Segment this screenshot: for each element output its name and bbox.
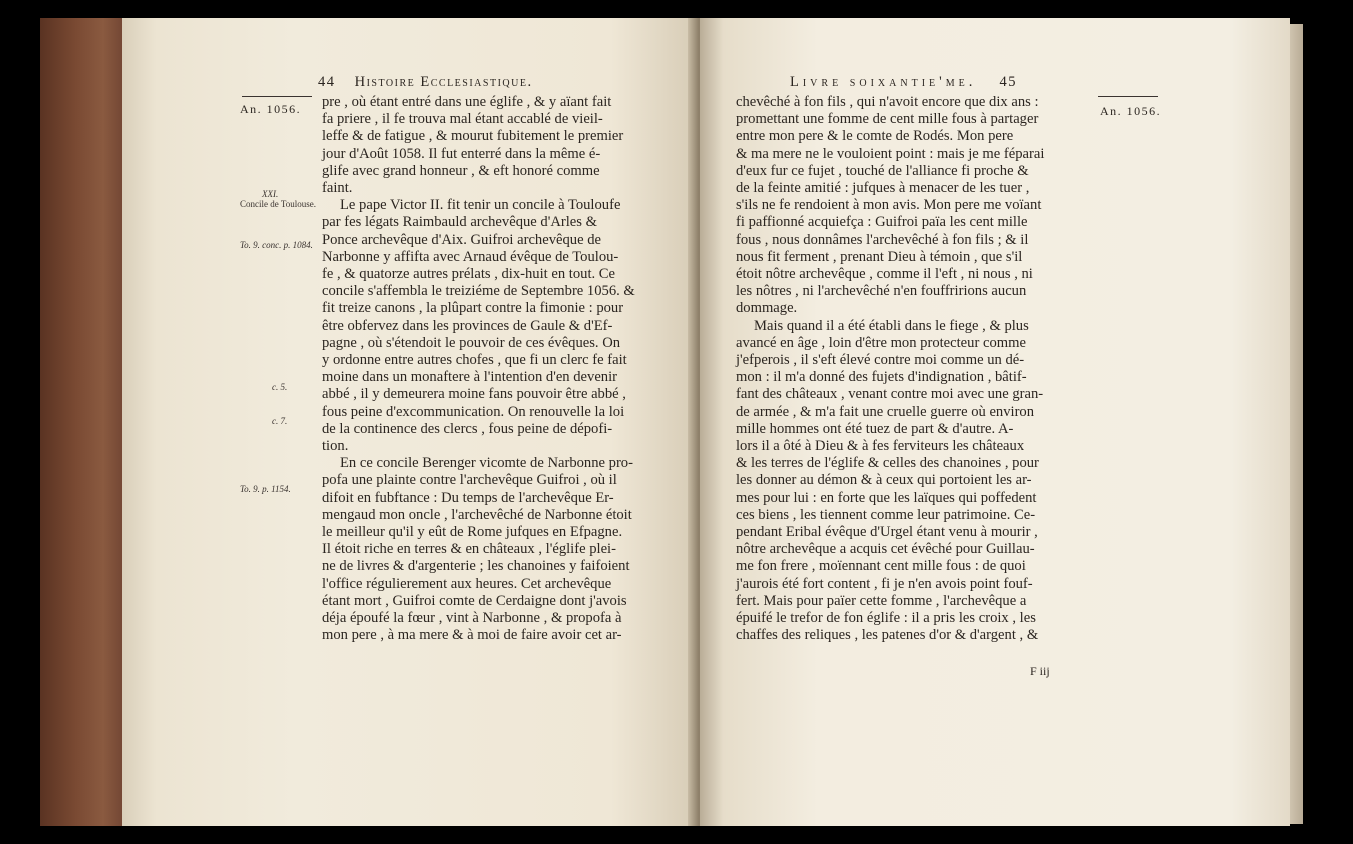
- text-line: avancé en âge , loin d'être mon protecteur comme: [736, 334, 1026, 351]
- text-line: fous peine d'excommunication. On renouvelle la loi: [322, 403, 625, 420]
- text-line: pofa une plainte contre l'archevêque Guifroi , où il: [322, 472, 617, 489]
- text-line: pre , où étant entré dans une églife , & y aïant fait: [322, 94, 612, 110]
- right-body-text: [736, 94, 1044, 645]
- text-line: mon pere , à ma mere & à moi de faire avoir cet ar-: [322, 627, 622, 644]
- text-line: mille hommes ont été tuez de part & d'autre. A-: [736, 420, 1014, 437]
- margin-note-xxi: XXI.: [262, 189, 279, 199]
- text-line: entre mon pere & le comte de Rodés. Mon pere: [736, 128, 1014, 145]
- text-line: moine dans un monaftere à l'intention d'en devenir: [322, 369, 618, 386]
- margin-note-c5: c. 5.: [272, 382, 288, 392]
- text-line: étoit nôtre archevêque , comme il l'eft , ni nous , ni: [736, 266, 1033, 283]
- signature-mark: F iij: [1030, 664, 1050, 678]
- margin-note-c7: c. 7.: [272, 416, 288, 426]
- text-line: lors il a ôté à Dieu & à fes ferviteurs les châteaux: [736, 438, 1025, 455]
- text-line: épuifé le trefor de fon églife : il a pris les croix , les: [736, 610, 1036, 627]
- text-line: chaffes des reliques , les patenes d'or & d'argent , &: [736, 627, 1039, 644]
- header-rule: [1098, 96, 1158, 97]
- text-line: nous fit ferment , prenant Dieu à témoin , que s'il: [736, 248, 1023, 265]
- text-line: d'eux fur ce fujet , touché de l'alliance fi proche &: [736, 162, 1029, 179]
- text-line: de armée , & m'a fait une cruelle guerre où environ: [736, 403, 1035, 420]
- text-line: s'ils ne fe rendoient à mon avis. Mon pere me voïant: [736, 197, 1042, 214]
- text-line: me fon frere , moïennant cent mille fous : de quoi: [736, 558, 1026, 575]
- text-line: leffe & de fatigue , & mourut fubitement le premier: [322, 128, 624, 145]
- left-running-title: Histoire Ecclesiastique.: [354, 74, 533, 90]
- text-line: Ponce archevêque d'Aix. Guifroi archevêque de: [322, 231, 601, 248]
- text-line: les nôtres , ni l'archevêché n'en fouffririons aucun: [736, 283, 1027, 300]
- text-line: j'aurois été fort content , fi je n'en avois point fouf-: [736, 575, 1033, 592]
- text-line: glife avec grand honneur , & eft honoré comme: [322, 162, 600, 179]
- text-line: fous , nous donnâmes l'archevêché à fon fils ; & il: [736, 231, 1029, 248]
- left-body-text: [322, 94, 635, 645]
- text-line: chevêché à fon fils , qui n'avoit encore que dix ans :: [736, 94, 1039, 110]
- text-line: Le pape Victor II. fit tenir un concile à Touloufe: [340, 197, 621, 214]
- text-line: abbé , il y demeurera moine fans pouvoir être abbé ,: [322, 386, 626, 403]
- left-year-note: An. 1056.: [240, 102, 302, 116]
- text-line: ne de livres & d'argenterie ; les chanoines y faifoient: [322, 558, 630, 575]
- text-line: tion.: [322, 438, 349, 455]
- text-line: fe , & quatorze autres prélats , dix-huit en tout. Ce: [322, 266, 616, 283]
- text-line: Mais quand il a été établi dans le fiege , & plus: [754, 317, 1029, 334]
- right-page-number: 45: [999, 74, 1017, 90]
- text-line: & les terres de l'églife & celles des chanoines , pour: [736, 455, 1039, 472]
- text-line: nôtre archevêque a acquis cet évêché pour Guillau-: [736, 541, 1035, 558]
- text-line: fi paffionné acquiefça : Guifroi païa les cent mille: [736, 214, 1028, 231]
- text-line: En ce concile Berenger vicomte de Narbonne pro-: [340, 455, 633, 472]
- text-line: être obfervez dans les provinces de Gaule & d'Ef-: [322, 317, 613, 334]
- right-year-note: An. 1056.: [1100, 104, 1162, 118]
- right-running-title: Livre soixantie'me.: [790, 74, 977, 90]
- left-page: [122, 18, 697, 826]
- text-line: les donner au démon & à ceux qui portoient les ar-: [736, 472, 1032, 489]
- book-cover-left: [40, 18, 130, 826]
- margin-note-ref2: To. 9. p. 1154.: [240, 484, 291, 494]
- text-line: le meilleur qu'il y eût de Rome jufques en Efpagne.: [322, 524, 623, 541]
- text-line: fit treize canons , la plûpart contre la fimonie : pour: [322, 300, 624, 317]
- text-line: étant mort , Guifroi comte de Cerdaigne dont j'avois: [322, 592, 627, 609]
- text-line: & ma mere ne le vouloient point : mais je me féparai: [736, 145, 1045, 162]
- right-running-head: [790, 74, 1017, 91]
- text-line: ces biens , les tiennent comme leur patrimoine. Ce-: [736, 506, 1036, 523]
- text-line: mon : il m'a donné des fujets d'indignation , bâtif-: [736, 369, 1027, 386]
- text-line: concile s'affembla le treiziéme de Septembre 1056. &: [322, 283, 635, 300]
- text-line: fa priere , il fe trouva mal étant accablé de vieil-: [322, 111, 603, 128]
- text-line: déja époufé la fœur , vint à Narbonne , & propofa à: [322, 610, 622, 627]
- text-line: Narbonne y affifta avec Arnaud évêque de Toulou-: [322, 248, 619, 265]
- text-line: l'office régulierement aux heures. Cet archevêque: [322, 575, 612, 592]
- text-line: pagne , où s'étendoit le pouvoir de ces évêques. On: [322, 334, 621, 351]
- text-line: fant des châteaux , venant contre moi avec une gran-: [736, 386, 1044, 403]
- right-page: [700, 18, 1290, 826]
- text-line: de la feinte amitié : jufques à menacer de les tuer ,: [736, 180, 1030, 197]
- margin-note-ref1: To. 9. conc. p. 1084.: [240, 240, 313, 250]
- text-line: dommage.: [736, 300, 798, 317]
- text-line: faint.: [322, 180, 353, 197]
- text-line: promettant une fomme de cent mille fous à partager: [736, 111, 1039, 128]
- text-line: mes pour lui : en forte que les laïques qui poffedent: [736, 489, 1037, 506]
- open-book: [40, 18, 1300, 826]
- text-line: pendant Eribal évêque d'Urgel étant venu à mourir ,: [736, 524, 1038, 541]
- left-running-head: [318, 74, 533, 91]
- text-line: par fes légats Raimbauld archevêque d'Arles &: [322, 214, 597, 231]
- text-line: j'efperois , il s'eft élevé contre moi comme un dé-: [736, 352, 1025, 369]
- text-line: fert. Mais pour païer cette fomme , l'archevêque a: [736, 592, 1027, 609]
- margin-note-concile: Concile de Toulouse.: [240, 199, 316, 209]
- text-line: de la continence des clercs , fous peine de dépofi-: [322, 420, 613, 437]
- text-line: y ordonne entre autres chofes , que fi un clerc fe fait: [322, 352, 627, 369]
- text-line: jour d'Août 1058. Il fut enterré dans la même é-: [322, 145, 601, 162]
- header-rule: [242, 96, 312, 97]
- left-page-number: 44: [318, 74, 336, 90]
- text-line: difoit en fubftance : Du temps de l'archevêque Er-: [322, 489, 614, 506]
- text-line: mengaud mon oncle , l'archevêché de Narbonne étoit: [322, 506, 632, 523]
- text-line: Il étoit riche en terres & en châteaux , l'églife plei-: [322, 541, 616, 558]
